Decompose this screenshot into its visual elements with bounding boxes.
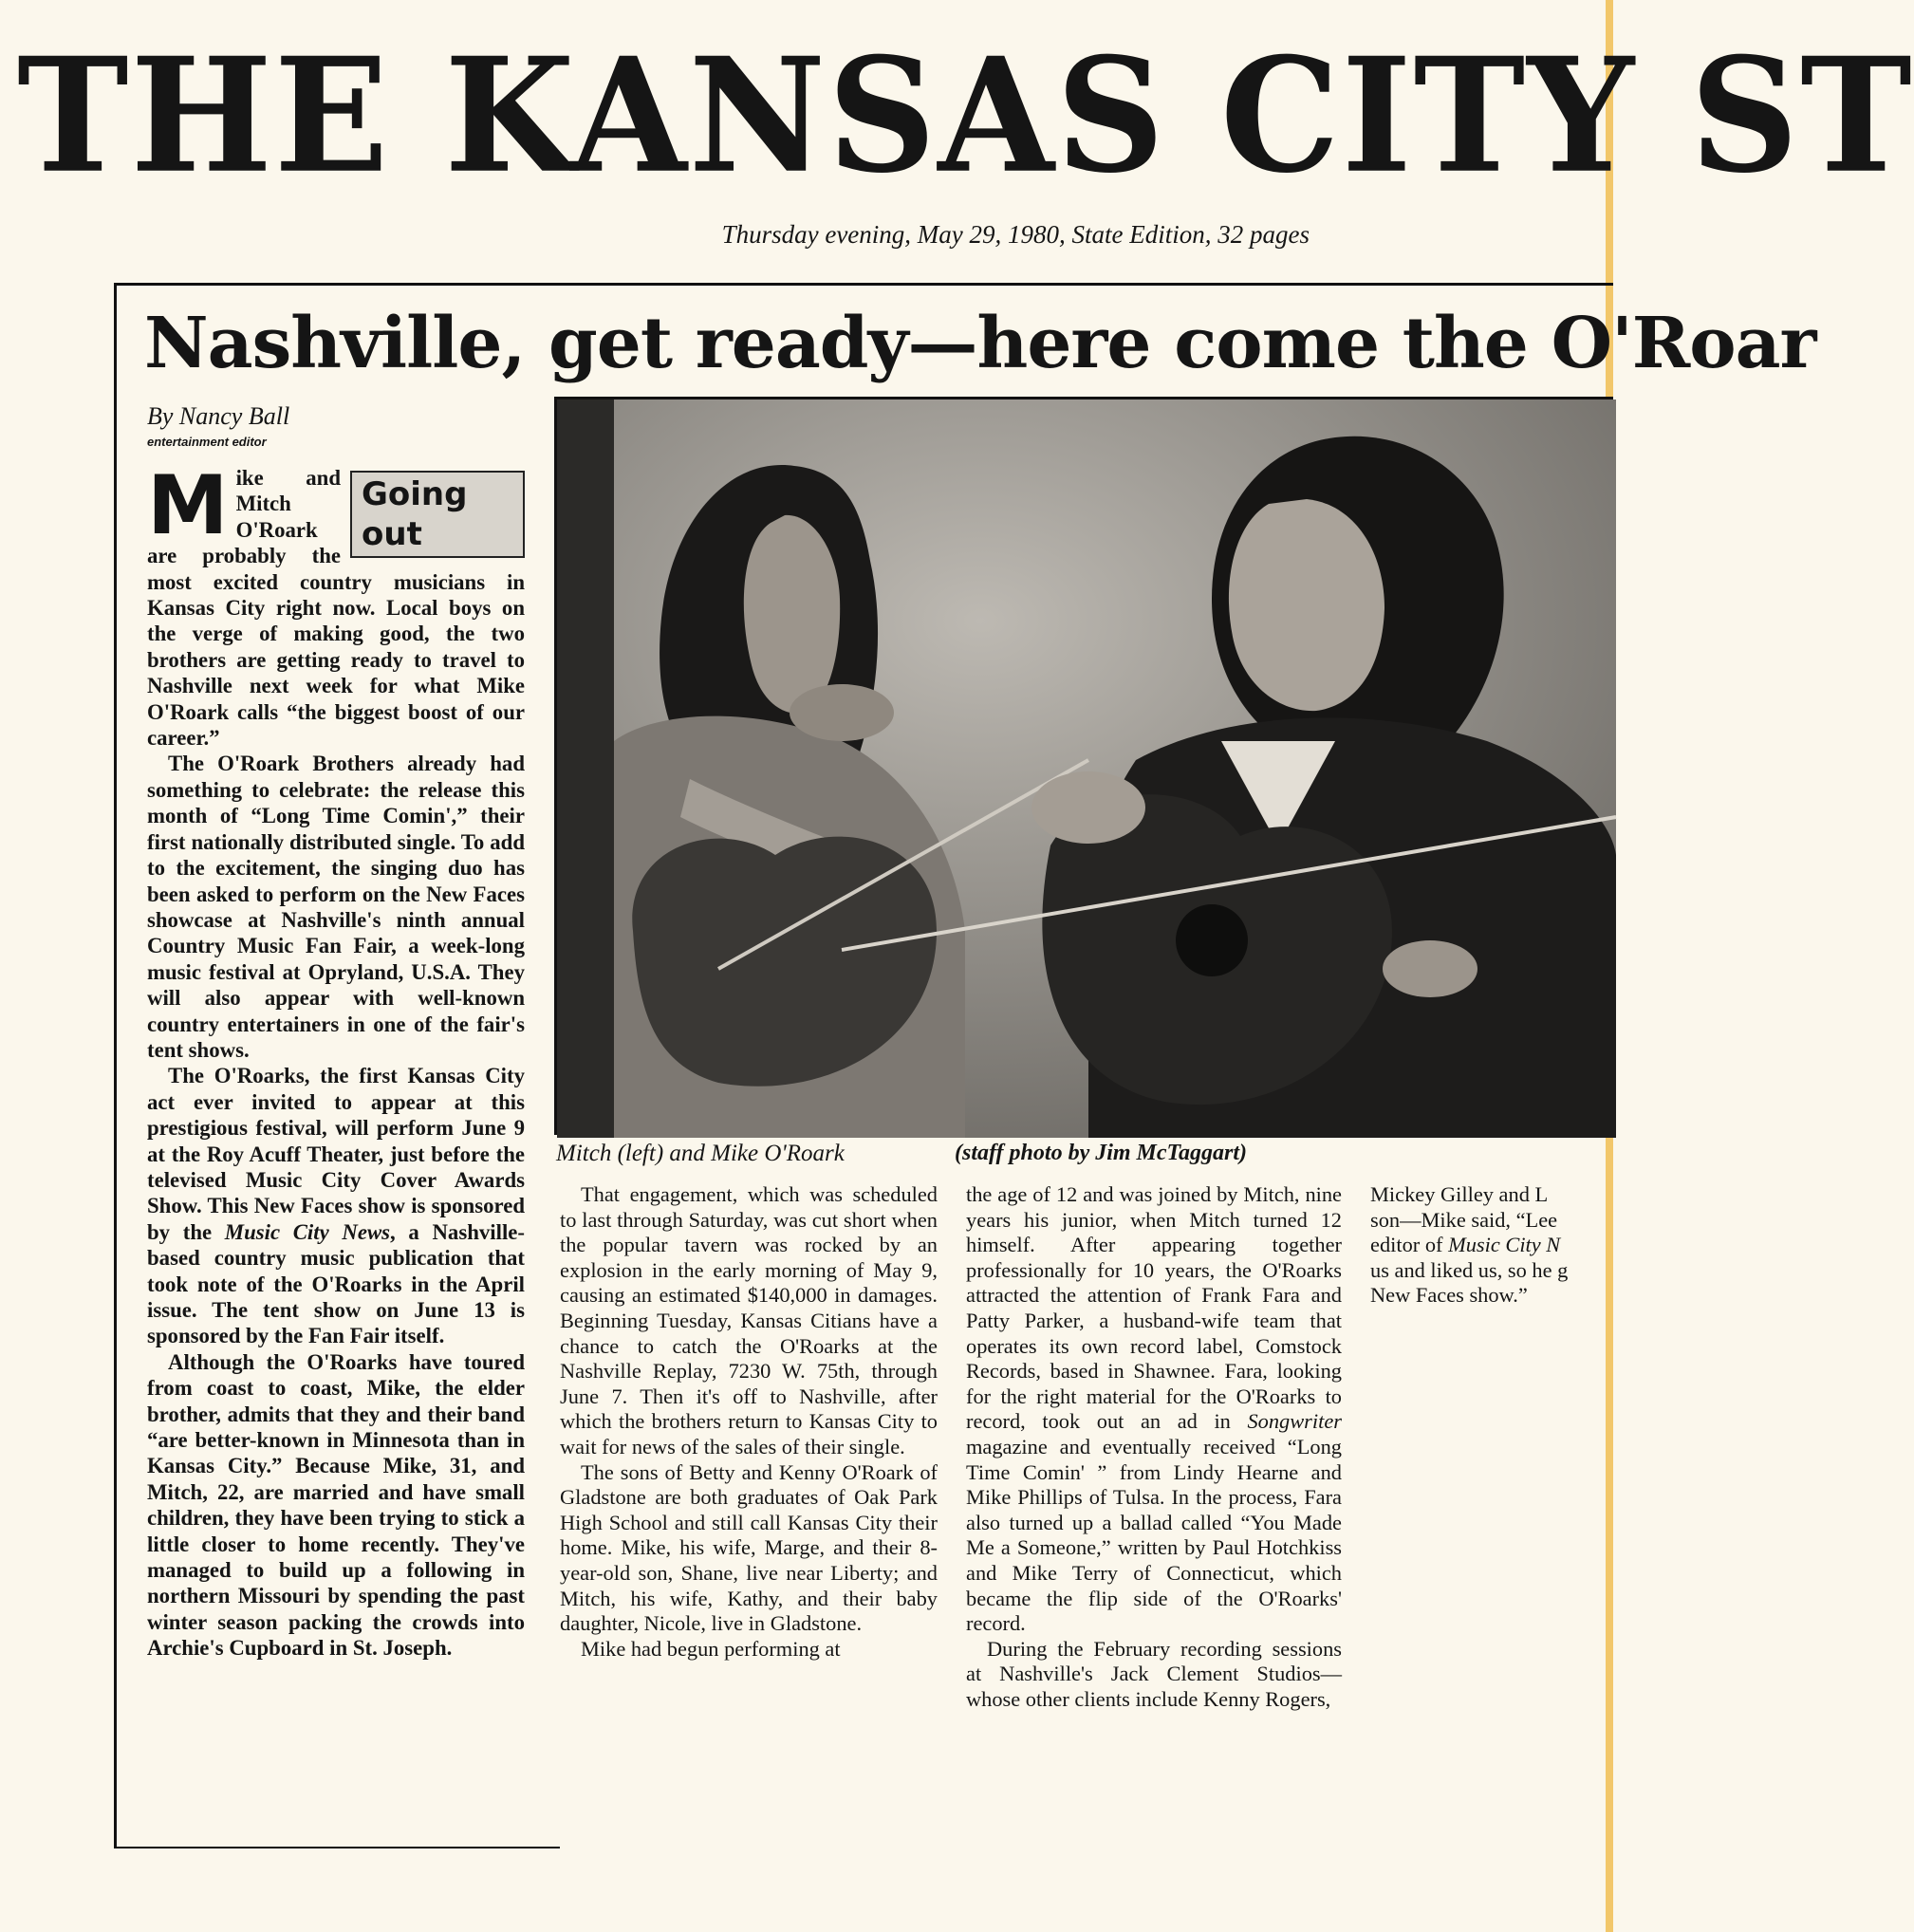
publication-name: Music City N <box>1448 1233 1561 1257</box>
photo-caption: Mitch (left) and Mike O'Roark <box>556 1141 845 1166</box>
paragraph-text: The O'Roarks, the first Kansas City act ever invited to appear at this prestigious festival, will perform June 9 at the Roy Acuff Theater, just before the televised Music City Cover Awards Show. This New Faces show is sponsored by the <box>147 1064 525 1244</box>
drop-cap: M <box>147 458 229 553</box>
paragraph: The sons of Betty and Kenny O'Roark of Gladstone are both graduates of Oak Park High School and still call Kansas City their home. Mike, his wife, Marge, and their 8-year-old son, Shane, live near Liberty; and Mitch, his wife, Kathy, and their baby daughter, Nicole, live in Gladstone. <box>560 1459 938 1636</box>
article-column-4 <box>1370 1182 1613 1847</box>
text-line: Mickey Gilley and L <box>1370 1182 1549 1206</box>
article-column-1 <box>147 458 525 1850</box>
text-line: New Faces show.” <box>1370 1283 1528 1308</box>
byline: By Nancy Ball <box>147 402 290 430</box>
byline-title: entertainment editor <box>147 435 267 449</box>
article-left-rule <box>114 283 117 1848</box>
publication-name: Songwriter <box>1247 1409 1342 1434</box>
paragraph: The O'Roark Brothers already had something to celebrate: the release this month of “Long Time Comin',” their first nationally distributed single. To add to the excitement, the singing duo has been asked to perform on the New Faces showcase at Nashville's ninth annual Country Music Fan Fair, a week-long music festival at Opryland, U.S.A. They will also appear with well-known country entertainers in one of the fair's tent shows. <box>147 752 525 1062</box>
photo-credit: (staff photo by Jim McTaggart) <box>955 1141 1248 1165</box>
going-out-box <box>350 471 525 558</box>
article-bottom-rule <box>114 1847 560 1848</box>
newspaper-masthead: THE KANSAS CITY ST <box>17 24 1914 209</box>
going-out-line-1: Going <box>362 475 468 513</box>
photo-illustration <box>557 399 1616 1138</box>
paragraph: That engagement, which was scheduled to last through Saturday, was cut short when the popular tavern was rocked by an explosion in the early morning of May 9, causing an estimated $140,000 in damages. Beginning Tuesday, Kansas Citians have a chance to catch the O'Roarks at the Nashville Replay, 7230 W. 75th, through June 7. Then it's off to Nashville, after which the brothers return to Kansas City to wait for news of the sales of their single. <box>560 1182 938 1458</box>
text-line: us and liked us, so he g <box>1370 1257 1569 1282</box>
paragraph <box>147 458 525 751</box>
text-line: son—Mike said, “Lee <box>1370 1207 1558 1232</box>
article-top-rule <box>114 283 1613 286</box>
paragraph-text: ike and Mitch O'Roark are probably the most excited country musicians in Kansas City right now. Local boys on the verge of making good, the two brothers are getting ready to travel to Nashville next week for what Mike O'Roark calls “the biggest boost of our career.” <box>147 466 525 751</box>
paragraph <box>147 1063 525 1348</box>
article-column-2 <box>560 1182 938 1847</box>
article-photo <box>554 397 1613 1135</box>
paragraph-text: editor of <box>1370 1233 1449 1257</box>
article-column-3 <box>966 1182 1342 1847</box>
paragraph-text: magazine and eventually received “Long Time Comin' ” from Lindy Hearne and Mike Phillips of Tulsa. In the process, Fara also turned up a ballad called “You Made Me a Someone,” written by Paul Hotchkiss and Mike Terry of Connecticut, which became the flip side of the O'Roarks' record. <box>966 1434 1342 1636</box>
dateline: Thursday evening, May 29, 1980, State Edition, 32 pages <box>721 220 1310 249</box>
paragraph: Mike had begun performing at <box>581 1636 841 1661</box>
article-headline: Nashville, get ready—here come the O'Roar <box>144 303 1816 384</box>
paragraph-text: the age of 12 and was joined by Mitch, nine years his junior, when Mitch turned 12 himself. After appearing together professionally for 10 years, the O'Roarks attracted the attention of Frank Fara and Patty Parker, a husband-wife team that operates its own record label, Comstock Records, based in Shawnee. Fara, looking for the right material for the O'Roarks to record, took out an ad in <box>966 1182 1342 1434</box>
text-line <box>1370 1233 1613 1258</box>
paragraph: Although the O'Roarks have toured from coast to coast, Mike, the elder brother, admits that they and their band “are better-known in Minnesota than in Kansas City.” Because Mike, 31, and Mitch, 22, are married and have small children, they have been trying to stick a little closer to home recently. They've managed to build up a following in northern Missouri by spending the past winter season packing the crowds into Archie's Cupboard in St. Joseph. <box>147 1349 525 1661</box>
paragraph-text: , a Nashville-based country music publication that took note of the O'Roarks in the April issue. The tent show on June 13 is sponsored by the Fan Fair itself. <box>147 1219 525 1348</box>
publication-name: Music City News <box>224 1219 391 1244</box>
paragraph: During the February recording sessions at Nashville's Jack Clement Studios—whose other clients include Kenny Rogers, <box>966 1636 1342 1711</box>
going-out-line-2: out <box>362 515 422 553</box>
paragraph <box>966 1182 1342 1637</box>
